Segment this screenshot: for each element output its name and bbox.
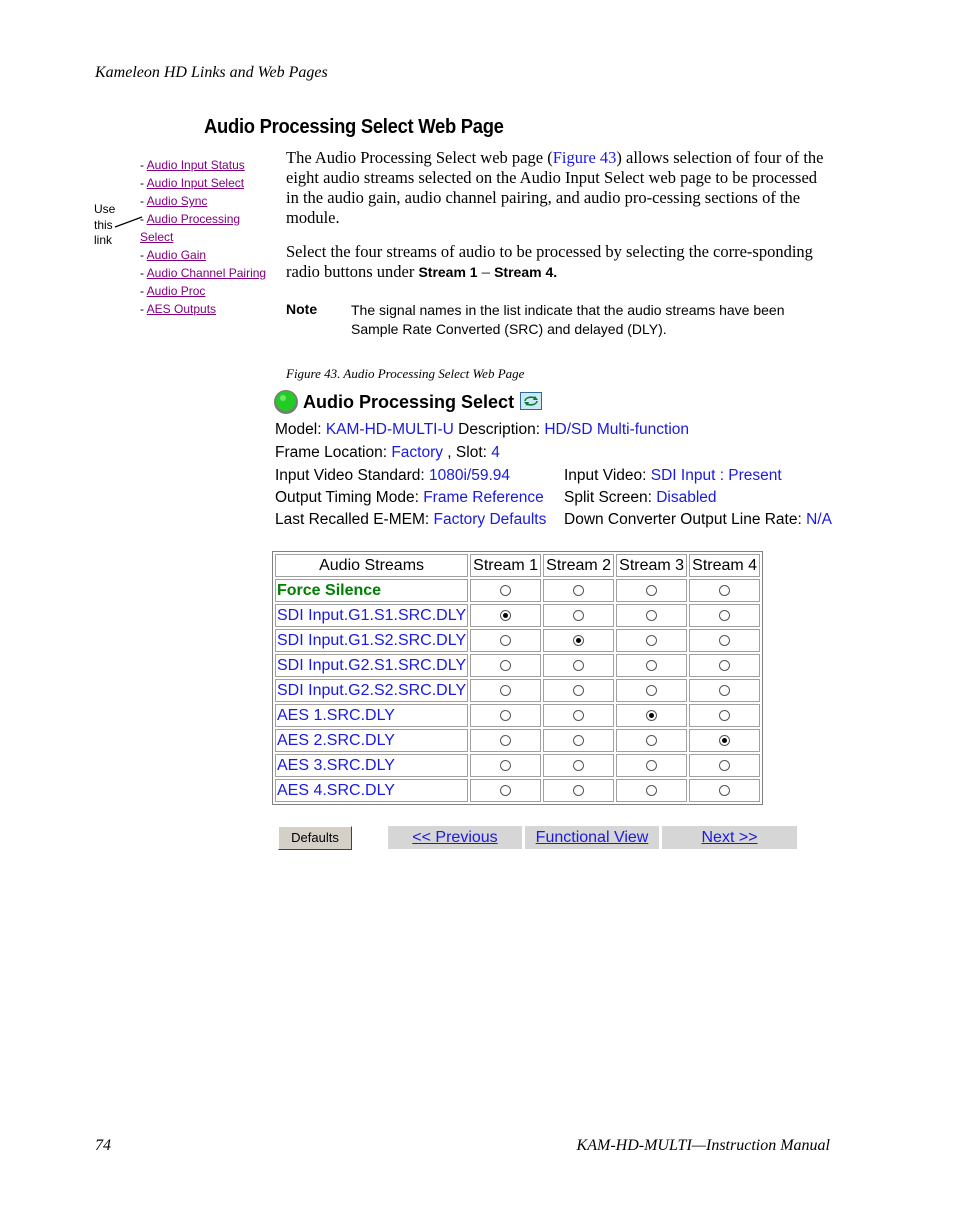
table-row: [275, 754, 760, 777]
down-converter-line: [564, 511, 832, 529]
radio-cell: [616, 779, 687, 802]
slot-value: 4: [491, 444, 500, 461]
radio-cell: [616, 629, 687, 652]
stream-1-label: Stream 1: [418, 264, 478, 280]
description-value: HD/SD Multi-function: [544, 421, 690, 438]
radio-cell: [543, 579, 614, 602]
radio-cell: [689, 579, 760, 602]
stream-2-radio[interactable]: [573, 785, 584, 796]
table-row: [275, 729, 760, 752]
emem-value: Factory Defaults: [433, 511, 547, 528]
column-header: Stream 2: [543, 554, 614, 577]
manual-title: KAM-HD-MULTI—Instruction Manual: [576, 1137, 830, 1154]
model-line: [275, 421, 689, 439]
stream-4-radio[interactable]: [719, 610, 730, 621]
input-video-standard-label: Input Video Standard:: [275, 467, 429, 484]
stream-4-label: Stream 4.: [494, 264, 558, 280]
callout-line: link: [94, 233, 113, 247]
stream-1-radio[interactable]: [500, 610, 511, 621]
nav-bullet: -: [140, 212, 147, 226]
table-row: [275, 779, 760, 802]
radio-cell: [616, 579, 687, 602]
table-row: [275, 654, 760, 677]
stream-1-radio[interactable]: [500, 585, 511, 596]
link-audio-input-select[interactable]: Audio Input Select: [146, 176, 245, 190]
split-screen-label: Split Screen:: [564, 489, 657, 506]
functional-view-link[interactable]: Functional View: [535, 829, 649, 846]
stream-3-radio[interactable]: [646, 585, 657, 596]
running-header: Kameleon HD Links and Web Pages: [95, 64, 328, 81]
stream-1-radio[interactable]: [500, 660, 511, 671]
radio-cell: [616, 754, 687, 777]
stream-source-label[interactable]: AES 4.SRC.DLY: [275, 779, 468, 802]
stream-4-radio[interactable]: [719, 660, 730, 671]
radio-cell: [689, 704, 760, 727]
nav-item: [140, 228, 270, 246]
link-aes-outputs[interactable]: AES Outputs: [146, 302, 217, 316]
output-timing-label: Output Timing Mode:: [275, 489, 424, 506]
radio-cell: [543, 704, 614, 727]
frame-location-link[interactable]: Factory: [391, 444, 443, 461]
frame-location-line: [275, 444, 500, 462]
down-converter-value: N/A: [806, 511, 832, 528]
nav-bullet: -: [140, 158, 147, 172]
radio-cell: [689, 679, 760, 702]
next-nav-cell: [662, 826, 797, 849]
input-video-value: SDI Input : Present: [650, 467, 782, 484]
stream-4-radio[interactable]: [719, 585, 730, 596]
nav-item: [140, 192, 270, 210]
input-video-standard-line: [275, 467, 510, 485]
stream-4-radio[interactable]: [719, 685, 730, 696]
radio-cell: [689, 729, 760, 752]
stream-1-radio[interactable]: [500, 735, 511, 746]
stream-2-radio[interactable]: [573, 760, 584, 771]
refresh-icon[interactable]: [520, 392, 542, 410]
radio-cell: [470, 704, 541, 727]
radio-cell: [616, 654, 687, 677]
input-video-standard-value: 1080i/59.94: [428, 467, 511, 484]
stream-2-radio[interactable]: [573, 660, 584, 671]
nav-item: [140, 282, 270, 300]
input-video-label: Input Video:: [564, 467, 651, 484]
page-number: 74: [95, 1137, 111, 1154]
instruction-paragraph: [286, 242, 831, 282]
radio-cell: [689, 754, 760, 777]
para-text: Select the four streams of audio to be processed by selecting the corre-sponding radio buttons under: [286, 242, 813, 281]
figure-caption: Figure 43. Audio Processing Select Web Page: [286, 366, 525, 381]
stream-source-label[interactable]: SDI Input.G2.S1.SRC.DLY: [275, 654, 468, 677]
table-body: [275, 579, 760, 802]
radio-cell: [543, 754, 614, 777]
emem-line: [275, 511, 546, 529]
defaults-button[interactable]: Defaults: [278, 826, 352, 850]
nav-item: [140, 246, 270, 264]
link-audio-processing-select[interactable]: Audio Processing: [146, 212, 241, 226]
table-row: [275, 579, 760, 602]
stream-3-radio[interactable]: [646, 685, 657, 696]
output-timing-value: Frame Reference: [423, 489, 544, 506]
note-label: Note: [286, 301, 318, 317]
nav-bullet: -: [140, 248, 147, 262]
table-row: [275, 704, 760, 727]
use-this-link-callout: [94, 202, 115, 249]
stream-1-radio[interactable]: [500, 685, 511, 696]
callout-line: this: [94, 217, 113, 232]
radio-cell: [616, 604, 687, 627]
previous-link[interactable]: << Previous: [412, 829, 498, 846]
column-header: Audio Streams: [275, 554, 468, 577]
figure-43-link[interactable]: Figure 43: [552, 148, 617, 167]
stream-source-label[interactable]: SDI Input.G2.S2.SRC.DLY: [275, 679, 468, 702]
nav-item: [140, 174, 270, 192]
radio-cell: [689, 604, 760, 627]
nav-bullet: -: [140, 284, 147, 298]
link-audio-proc[interactable]: Audio Proc: [146, 284, 206, 298]
nav-item: [140, 300, 270, 318]
link-audio-processing-select-cont[interactable]: Select: [140, 230, 174, 244]
para-dash: –: [477, 262, 495, 281]
radio-cell: [543, 729, 614, 752]
stream-4-radio[interactable]: [719, 760, 730, 771]
stream-source-label[interactable]: SDI Input.G1.S1.SRC.DLY: [275, 604, 468, 627]
column-header: Stream 3: [616, 554, 687, 577]
slot-label: , Slot:: [443, 444, 492, 461]
frame-location-label: Frame Location:: [275, 444, 392, 461]
radio-cell: [543, 679, 614, 702]
nav-bullet: -: [140, 176, 147, 190]
stream-3-radio[interactable]: [646, 610, 657, 621]
nav-bullet: -: [140, 302, 147, 316]
nav-bullet: -: [140, 266, 147, 280]
link-audio-input-status[interactable]: Audio Input Status: [146, 158, 245, 172]
status-led-icon: [272, 388, 300, 416]
note-text: The signal names in the list indicate that the audio streams have been Sample Rate Converted (SRC) and delayed (DLY).: [351, 302, 785, 337]
table-row: [275, 604, 760, 627]
ui-page-title: Audio Processing Select: [303, 392, 515, 412]
nav-item: [140, 156, 270, 174]
column-header: Stream 1: [470, 554, 541, 577]
stream-1-radio[interactable]: [500, 760, 511, 771]
radio-cell: [543, 654, 614, 677]
column-header: Stream 4: [689, 554, 760, 577]
radio-cell: [470, 779, 541, 802]
callout-pointer-line: [114, 214, 144, 230]
radio-cell: [470, 604, 541, 627]
callout-line: Use: [94, 202, 116, 216]
stream-source-label[interactable]: SDI Input.G1.S2.SRC.DLY: [275, 629, 468, 652]
stream-3-radio[interactable]: [646, 760, 657, 771]
radio-cell: [616, 704, 687, 727]
stream-3-radio[interactable]: [646, 660, 657, 671]
input-video-line: [564, 467, 782, 485]
stream-4-radio[interactable]: [719, 635, 730, 646]
stream-4-radio[interactable]: [719, 735, 730, 746]
table-row: [275, 679, 760, 702]
table-row: [275, 629, 760, 652]
stream-1-radio[interactable]: [500, 785, 511, 796]
link-audio-gain[interactable]: Audio Gain: [146, 248, 207, 262]
stream-source-label[interactable]: AES 1.SRC.DLY: [275, 704, 468, 727]
para-text: ) allows selection of four of the eight audio streams selected on the Audio Input Select web page to be processed in the audio gain, audio channel pairing, and audio pro-cessing sections of the module.: [286, 148, 824, 227]
radio-cell: [543, 629, 614, 652]
radio-cell: [470, 629, 541, 652]
audio-streams-table: [272, 551, 763, 805]
output-timing-line: [275, 489, 544, 507]
model-value: KAM-HD-MULTI-U: [325, 421, 454, 438]
intro-paragraph: [286, 148, 831, 228]
functional-view-nav-cell: [525, 826, 659, 849]
para-text: The Audio Processing Select web page (: [286, 148, 553, 167]
nav-item: [140, 264, 270, 282]
down-converter-label: Down Converter Output Line Rate:: [564, 511, 807, 528]
next-link[interactable]: Next >>: [701, 829, 758, 846]
stream-source-label: Force Silence: [275, 579, 468, 602]
description-label: Description:: [453, 421, 545, 438]
split-screen-line: [564, 489, 717, 507]
stream-2-radio[interactable]: [573, 685, 584, 696]
radio-cell: [616, 729, 687, 752]
stream-1-radio[interactable]: [500, 710, 511, 721]
stream-source-label[interactable]: AES 3.SRC.DLY: [275, 754, 468, 777]
stream-2-radio[interactable]: [573, 735, 584, 746]
model-label: Model:: [275, 421, 326, 438]
stream-2-radio[interactable]: [573, 635, 584, 646]
split-screen-value: Disabled: [656, 489, 717, 506]
radio-cell: [616, 679, 687, 702]
radio-cell: [689, 654, 760, 677]
stream-4-radio[interactable]: [719, 785, 730, 796]
nav-bullet: -: [140, 194, 147, 208]
radio-cell: [543, 604, 614, 627]
radio-cell: [470, 754, 541, 777]
nav-link-list: [140, 156, 270, 318]
link-audio-channel-pairing[interactable]: Audio Channel Pairing: [146, 266, 267, 280]
radio-cell: [470, 729, 541, 752]
stream-3-radio[interactable]: [646, 635, 657, 646]
stream-1-radio[interactable]: [500, 635, 511, 646]
radio-cell: [470, 654, 541, 677]
stream-2-radio[interactable]: [573, 710, 584, 721]
previous-nav-cell: [388, 826, 522, 849]
stream-3-radio[interactable]: [646, 785, 657, 796]
stream-3-radio[interactable]: [646, 710, 657, 721]
section-title: Audio Processing Select Web Page: [204, 116, 504, 138]
link-audio-sync[interactable]: Audio Sync: [146, 194, 208, 208]
radio-cell: [470, 679, 541, 702]
stream-source-label[interactable]: AES 2.SRC.DLY: [275, 729, 468, 752]
stream-3-radio[interactable]: [646, 735, 657, 746]
table-header-row: [275, 554, 760, 577]
radio-cell: [689, 779, 760, 802]
radio-cell: [689, 629, 760, 652]
stream-2-radio[interactable]: [573, 585, 584, 596]
radio-cell: [470, 579, 541, 602]
nav-item: [140, 210, 270, 228]
stream-2-radio[interactable]: [573, 610, 584, 621]
stream-4-radio[interactable]: [719, 710, 730, 721]
emem-label: Last Recalled E-MEM:: [275, 511, 434, 528]
radio-cell: [543, 779, 614, 802]
